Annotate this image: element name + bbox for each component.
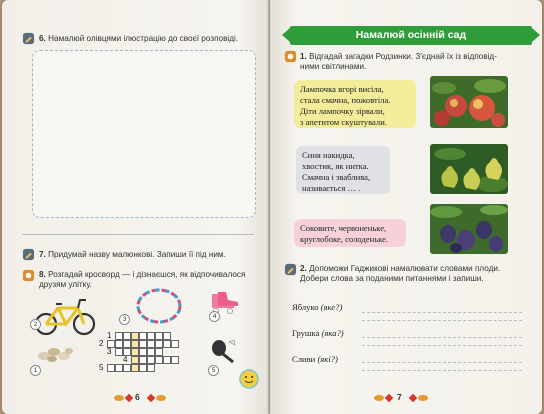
pencil-icon: [22, 248, 35, 261]
puzzle-icon: [22, 269, 35, 282]
pears-photo[interactable]: [430, 144, 508, 194]
crossword-item-number: 2: [30, 319, 41, 330]
page-number: 7: [397, 392, 402, 402]
hula-hoop-image: [134, 286, 184, 326]
task8-text: 8. Розгадай кросворд — і дізнаєшся, як відпочивалося друзям улітку.: [39, 270, 246, 289]
footer-diamond-icon: [409, 394, 417, 402]
pencil-icon: [284, 263, 297, 276]
smiley-sticker-icon: [239, 369, 259, 389]
answer-line[interactable]: [362, 370, 522, 371]
right-page: [270, 0, 542, 414]
footer-leaf-icon: [374, 395, 384, 401]
drawing-area[interactable]: [32, 50, 256, 218]
answer-label: Сливи (які?): [292, 354, 338, 364]
bicycle-image: [32, 294, 98, 338]
shells-image: [36, 342, 76, 364]
page-title: Намалюй осінній сад: [290, 26, 532, 45]
page-number: 6: [135, 392, 140, 402]
riddle-card[interactable]: Синя накидка, хвостик, як нитка. Смачна і зваблива, називається … .: [296, 146, 390, 194]
crossword-item-number: 4: [209, 311, 220, 322]
crossword-row-number: 4: [123, 355, 128, 364]
footer-diamond-icon: [147, 394, 155, 402]
crossword-row-number: 2: [99, 339, 104, 348]
footer-diamond-icon: [125, 394, 133, 402]
answer-line[interactable]: [362, 320, 522, 321]
answer-line[interactable]: [362, 337, 522, 338]
pencil-icon: [22, 32, 35, 45]
answer-label: Грушка (яка?): [292, 328, 344, 338]
footer-leaf-icon: [156, 395, 166, 401]
crossword-item-number: 3: [119, 314, 130, 325]
task6-text: 6. Намалюй олівцями ілюстрацію до своєї розповіді.: [39, 34, 239, 43]
open-workbook: [2, 0, 542, 414]
footer-leaf-icon: [418, 395, 428, 401]
riddle-card[interactable]: Соковите, червоненьке, круглобоке, солоденьке.: [294, 219, 406, 247]
task1-text: 1. Відгадай загадки Родзинки. З'єднай їх із відповід- ними світлинами.: [300, 52, 497, 71]
left-page: [2, 0, 270, 414]
plums-photo[interactable]: [430, 204, 508, 254]
task2-text: 2. Допоможи Гаджикові намалювати словами плоди. Добери слова за поданими питаннями і запиши.: [300, 264, 501, 283]
title-writing-line[interactable]: [22, 234, 254, 235]
answer-line[interactable]: [362, 345, 522, 346]
task7-text: 7. Придумай назву малюнкові. Запиши її під ним.: [39, 250, 226, 259]
riddle-card[interactable]: Лампочка вгорі висіла, стала смачна, пожовтіла. Діти лампочку зірвали, з апетитом скуштували.: [294, 80, 416, 128]
puzzle-icon: [284, 50, 297, 63]
crossword-item-number: 5: [208, 365, 219, 376]
badminton-image: [207, 338, 239, 364]
crossword-item-number: 1: [30, 365, 41, 376]
crossword-row-number: 3: [107, 347, 112, 356]
footer-diamond-icon: [385, 394, 393, 402]
answer-line[interactable]: [362, 312, 522, 313]
answer-label: Яблуко (яке?): [292, 302, 343, 312]
apples-photo[interactable]: [430, 76, 508, 128]
answer-line[interactable]: [362, 362, 522, 363]
crossword-row-number: 5: [99, 363, 104, 372]
crossword-row-number: 1: [107, 331, 112, 340]
footer-leaf-icon: [114, 395, 124, 401]
